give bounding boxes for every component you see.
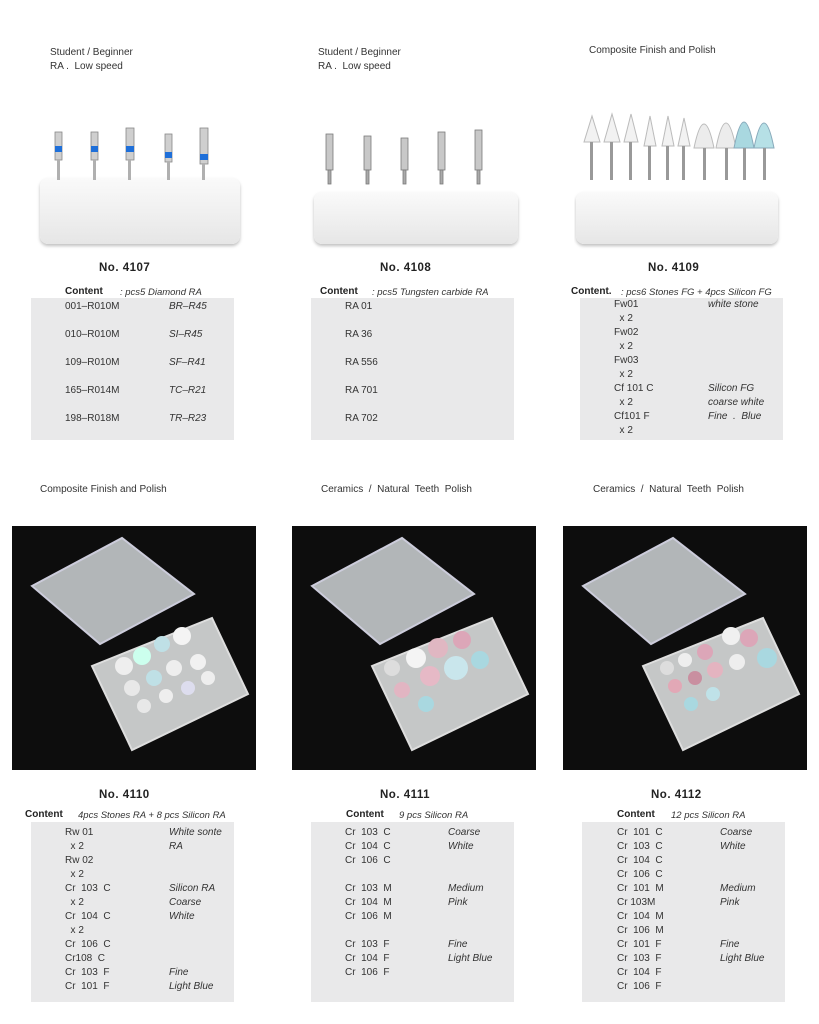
product-photo-4109: [574, 102, 786, 250]
item-descriptions: BR–R45 SI–R45 SF–R41 TC–R21 TR–R23: [169, 301, 207, 424]
item-codes: Cr 101 C Cr 103 C Cr 104 C Cr 106 C Cr 101 M Cr 103M Cr 104 M Cr 106 M Cr 101 F Cr 103 F Cr 104 F Cr 106 F: [617, 827, 664, 992]
item-descriptions: White sonte RA Silicon RA Coarse White Fine Light Blue: [169, 827, 222, 992]
content-table-4112: [582, 822, 785, 1002]
diamond-bur-icon: [55, 128, 208, 180]
content-description: : pcs5 Tungsten carbide RA: [372, 287, 489, 298]
content-table-4108: [311, 298, 514, 440]
content-label: Content: [617, 809, 655, 820]
content-table-4109: [580, 298, 783, 440]
product-number: No. 4112: [651, 789, 702, 801]
content-description: : pcs5 Diamond RA: [120, 287, 202, 298]
kit-box-icon: [583, 538, 799, 750]
content-table-4110: [31, 822, 234, 1002]
content-description: : pcs6 Stones FG + 4pcs Silicon FG: [621, 287, 772, 298]
polishing-stone-icon: [584, 114, 774, 180]
content-label: Content: [320, 286, 358, 297]
item-descriptions: Coarse White Medium Pink Fine Light Blue: [448, 827, 493, 964]
content-description: 12 pcs Silicon RA: [671, 810, 746, 821]
product-number: No. 4107: [99, 262, 151, 274]
content-label: Content: [25, 809, 63, 820]
item-codes: Rw 01 x 2 Rw 02 x 2 Cr 103 C x 2 Cr 104 C x 2 Cr 106 C Cr108 C Cr 103 F Cr 101 F: [65, 827, 111, 992]
content-label: Content.: [571, 286, 612, 297]
content-table-4111: [311, 822, 514, 1002]
carbide-bur-icon: [326, 130, 482, 184]
kit-box-icon: [312, 538, 528, 750]
product-photo-4107: [36, 118, 248, 250]
kit-box-icon: [32, 538, 248, 750]
product-number: No. 4111: [380, 789, 431, 801]
section-title: Student / Beginner RA . Low speed: [318, 47, 401, 72]
product-photo-4111: [292, 526, 536, 770]
content-label: Content: [346, 809, 384, 820]
section-title: Composite Finish and Polish: [40, 484, 167, 495]
item-descriptions: Coarse White Medium Pink Fine Light Blue: [720, 827, 765, 964]
product-photo-4110: [12, 526, 256, 770]
product-number: No. 4110: [99, 789, 150, 801]
content-label: Content: [65, 286, 103, 297]
item-codes: Fw01 x 2 Fw02 x 2 Fw03 x 2 Cf 101 C x 2 Cf101 F x 2: [614, 299, 654, 436]
section-title: Student / Beginner RA . Low speed: [50, 47, 133, 72]
item-codes: 001–R010M 010–R010M 109–R010M 165–R014M 198–R018M: [65, 301, 120, 424]
item-codes: RA 01 RA 36 RA 556 RA 701 RA 702: [345, 301, 378, 424]
section-title: Ceramics / Natural Teeth Polish: [593, 484, 744, 495]
content-table-4107: [31, 298, 234, 440]
section-title: Composite Finish and Polish: [589, 45, 716, 56]
product-photo-4108: [310, 118, 522, 250]
item-codes: Cr 103 C Cr 104 C Cr 106 C Cr 103 M Cr 104 M Cr 106 M Cr 103 F Cr 104 F Cr 106 F: [345, 827, 392, 978]
product-number: No. 4108: [380, 262, 432, 274]
content-description: 4pcs Stones RA + 8 pcs Silicon RA: [78, 810, 226, 821]
product-number: No. 4109: [648, 262, 700, 274]
section-title: Ceramics / Natural Teeth Polish: [321, 484, 472, 495]
item-descriptions: white stone Silicon FG coarse white Fine . Blue: [708, 299, 765, 422]
content-description: 9 pcs Silicon RA: [399, 810, 469, 821]
product-photo-4112: [563, 526, 807, 770]
